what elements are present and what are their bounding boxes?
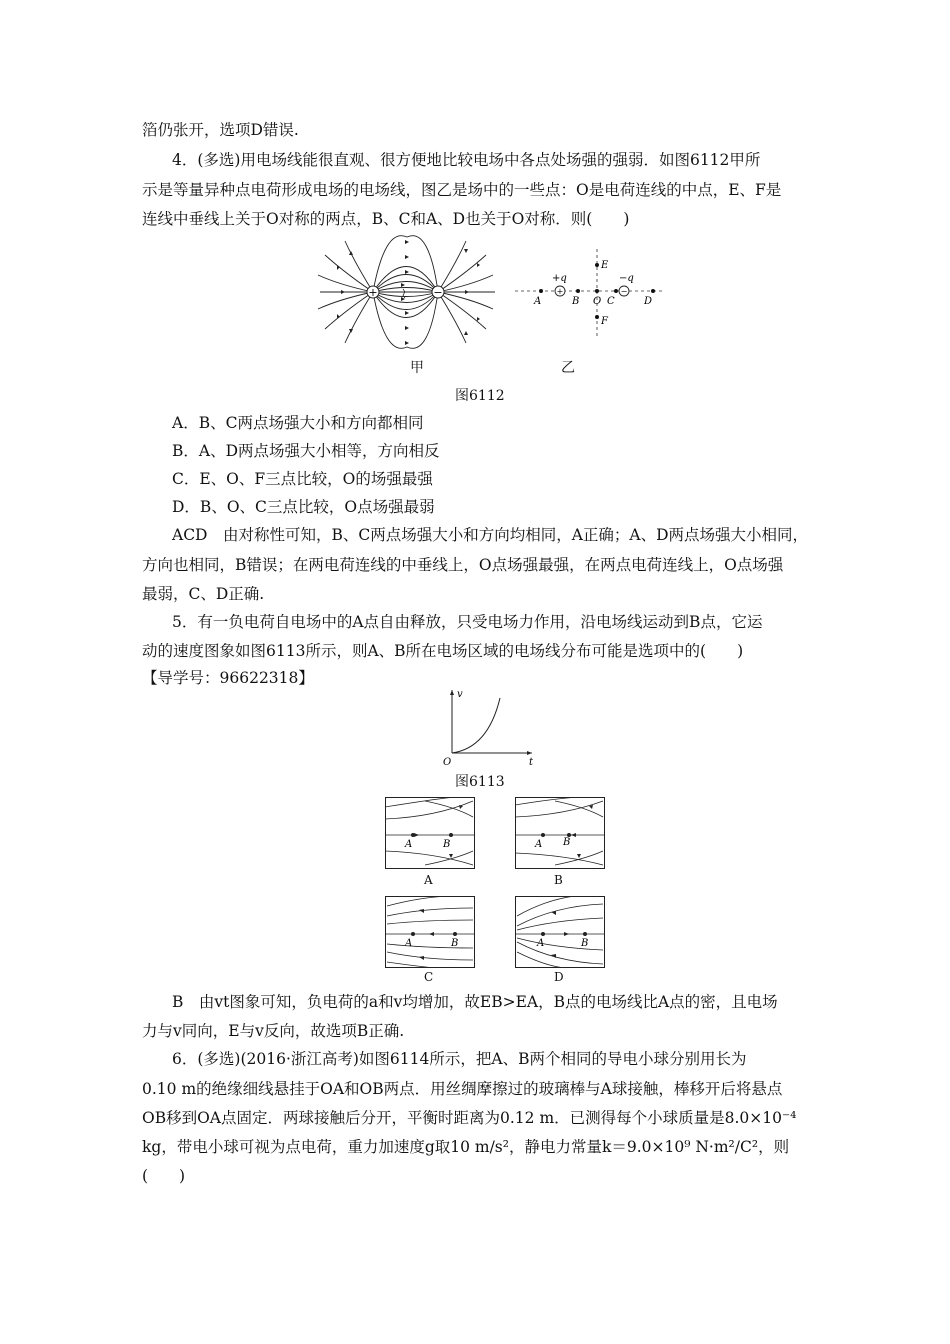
question-5-line-2: 动的速度图象如图6113所示，则A、B所在电场区域的电场线分布可能是选项中的( ) <box>142 642 744 660</box>
paragraph-continuation: 箔仍张开，选项D错误. <box>142 121 299 139</box>
question-4-line-2: 示是等量异种点电荷形成电场的电场线，图乙是场中的一些点：O是电荷连线的中点，E、F是 <box>142 181 782 199</box>
label-point-f: F <box>601 316 608 327</box>
option-d-field-diagram <box>515 896 605 968</box>
diagram-d-point-a: A <box>537 938 545 949</box>
label-point-o: O <box>593 296 602 307</box>
question-4-option-a: A．B、C两点场强大小和方向都相同 <box>172 414 424 432</box>
option-d-label: D <box>554 970 564 984</box>
diagram-b-point-a: A <box>535 839 543 850</box>
question-5-guide-number: 【导学号：96622318】 <box>142 669 314 687</box>
option-a-field-diagram <box>385 797 475 869</box>
axis-label-v: v <box>457 689 463 700</box>
question-4-line-3: 连线中垂线上关于O对称的两点，B、C和A、D也关于O对称．则( ) <box>142 210 630 228</box>
option-b-field-diagram <box>515 797 605 869</box>
svg-text:−: − <box>620 287 628 296</box>
figure-6112-field-lines <box>315 233 500 351</box>
diagram-a-point-b: B <box>443 839 451 850</box>
question-4-answer-line-3: 最弱，C、D正确. <box>142 585 265 603</box>
negative-charge-sign: − <box>433 286 443 299</box>
label-minus-q: −q <box>619 273 634 284</box>
question-5-answer-line-1: B 由vt图象可知，负电荷的a和v均增加，故EB>EA，B点的电场线比A点的密，且电场 <box>172 993 778 1011</box>
diagram-d-point-b: B <box>581 938 589 949</box>
label-point-d: D <box>644 296 653 307</box>
figure-6113-vt-graph <box>440 686 540 768</box>
svg-text:+: + <box>556 287 564 296</box>
question-4-option-c: C．E、O、F三点比较，O的场强最强 <box>172 470 433 488</box>
diagram-b-point-b: B <box>563 837 571 848</box>
figure-6112-right-label: 乙 <box>561 360 575 376</box>
question-5-line-1: 5．有一负电荷自电场中的A点自由释放，只受电场力作用，沿电场线运动到B点，它运 <box>172 613 763 631</box>
question-6-line-1: 6．(多选)(2016·浙江高考)如图6114所示，把A、B两个相同的导电小球分别用长为 <box>172 1050 747 1068</box>
question-4-line-1: 4．(多选)用电场线能很直观、很方便地比较电场中各点处场强的强弱．如图6112甲所 <box>172 151 761 169</box>
question-4-option-d: D．B、O、C三点比较，O点场强最弱 <box>172 498 435 516</box>
figure-6113-caption: 图6113 <box>455 774 505 790</box>
label-plus-q: +q <box>552 273 567 284</box>
label-point-e: E <box>601 260 609 271</box>
diagram-c-point-a: A <box>405 938 413 949</box>
diagram-a-point-a: A <box>405 839 413 850</box>
figure-6112-left-label: 甲 <box>410 360 424 376</box>
axis-label-t: t <box>529 757 534 768</box>
figure-6112-points <box>510 246 670 341</box>
question-4-answer-line-1: ACD 由对称性可知，B、C两点场强大小和方向均相同，A正确；A、D两点场强大小相同， <box>172 526 809 544</box>
option-c-label: C <box>424 970 434 984</box>
question-6-line-5: ( ) <box>142 1167 186 1185</box>
diagram-c-point-b: B <box>451 938 459 949</box>
label-point-a: A <box>534 296 542 307</box>
label-point-c: C <box>607 296 615 307</box>
option-b-label: B <box>554 873 563 887</box>
question-6-line-2: 0.10 m的绝缘细线悬挂于OA和OB两点．用丝绸摩擦过的玻璃棒与A球接触，棒移开后将悬点 <box>142 1080 783 1098</box>
label-point-b: B <box>572 296 580 307</box>
question-6-line-4: kg，带电小球可视为点电荷，重力加速度g取10 m/s²，静电力常量k＝9.0×10⁹ N·m²/C²，则 <box>142 1138 790 1156</box>
axis-label-origin: O <box>443 757 452 768</box>
option-c-field-diagram <box>385 896 475 968</box>
positive-charge-sign: + <box>368 286 378 299</box>
question-4-option-b: B．A、D两点场强大小相等，方向相反 <box>172 442 440 460</box>
question-6-line-3: OB移到OA点固定．两球接触后分开，平衡时距离为0.12 m．已测得每个小球质量是8.0×10⁻⁴ <box>142 1109 797 1127</box>
question-5-answer-line-2: 力与v同向，E与v反向，故选项B正确. <box>142 1022 405 1040</box>
question-4-answer-line-2: 方向也相同，B错误；在两电荷连线的中垂线上，O点场强最强，在两点电荷连线上，O点场强 <box>142 556 784 574</box>
figure-6112-caption: 图6112 <box>455 388 505 404</box>
option-a-label: A <box>424 873 433 887</box>
